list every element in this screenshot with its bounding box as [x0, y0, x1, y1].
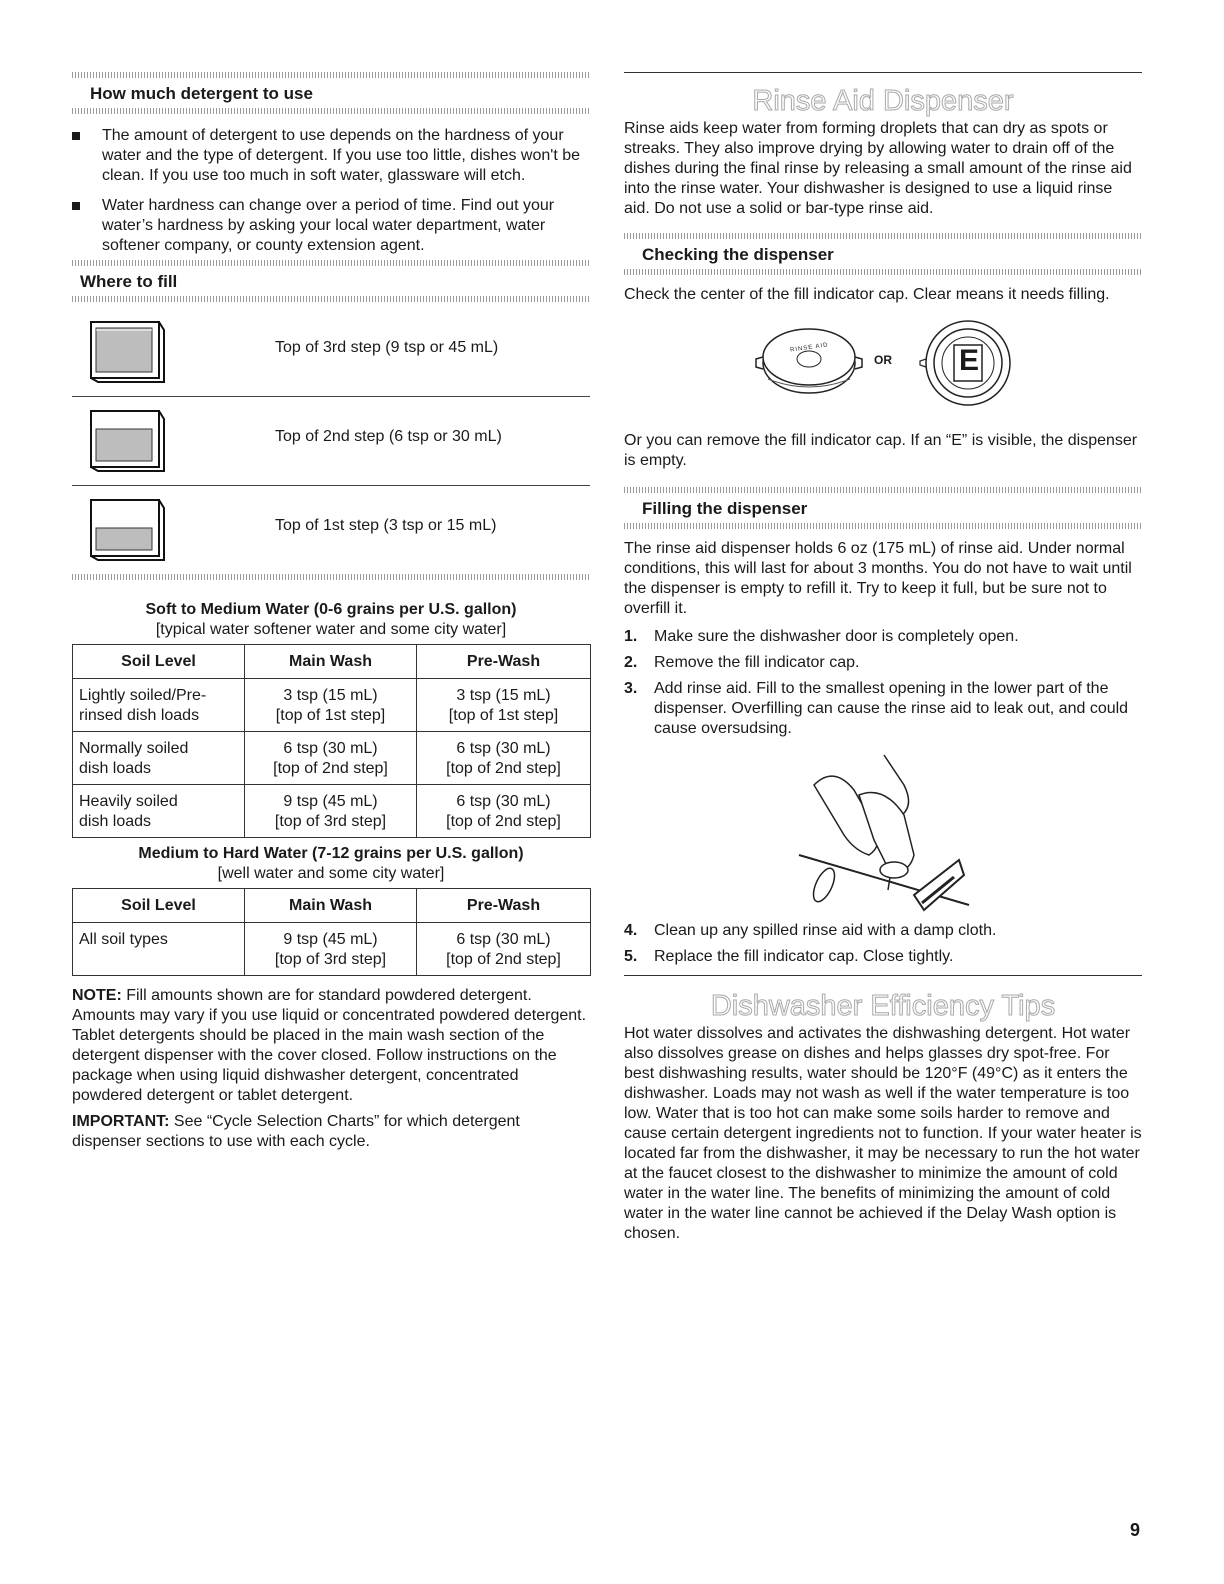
- efficiency-text: Hot water dissolves and activates the dishwashing detergent. Hot water also dissolves grease on dishes and helps glasses dry spot-free. For best dishwashing results, water should be 120°F (49°C) as it enters the dishwasher. Loads may not wash as well if the water temperature is too low. Water that is too hot can make some soils harder to remove and cause certain detergent ingredients not to function. If your water heater is located far from the dishwasher, it may be necessary to run the hot water at the faucet closest to the dishwasher to minimize the amount of cold water in the water line. The benefits of minimizing the amount of cold water in the water line cannot be achieved if the Delay Wash option is chosen.: [624, 1025, 1142, 1242]
- column-header: Soil Level: [73, 889, 245, 923]
- filling-steps-a: [624, 627, 1142, 739]
- table-cell: 9 tsp (45 mL) [top of 3rd step]: [245, 923, 417, 976]
- fill-row-1st-step: [72, 486, 590, 574]
- soft-water-subtitle: [typical water softener water and some city water]: [155, 621, 507, 638]
- checking-heading: Checking the dispenser: [642, 245, 834, 264]
- dispenser-cup-1st-step-icon: [88, 498, 166, 562]
- table-cell: Normally soiled dish loads: [73, 732, 245, 785]
- fill-row-3rd-step: [72, 308, 590, 397]
- filling-steps-b: [624, 921, 1142, 967]
- checking-text-2: Or you can remove the fill indicator cap. If an “E” is visible, the dispenser is empty.: [624, 432, 1138, 469]
- fill-level-text: Top of 3rd step (9 tsp or 45 mL): [275, 339, 499, 356]
- section-rule: [624, 72, 1142, 73]
- hard-water-table-block: [72, 844, 590, 976]
- checking-text: Check the center of the fill indicator cap. Clear means it needs filling.: [624, 286, 1110, 303]
- table-row: [73, 785, 591, 838]
- filling-text: The rinse aid dispenser holds 6 oz (175 mL) of rinse aid. Under normal conditions, this will last for about 3 months. You do not have to wait until the dispenser is empty to refill it. Try to keep it full, but be sure not to overfill it.: [624, 540, 1132, 617]
- column-header: Pre-Wash: [417, 645, 591, 679]
- soft-water-table: [72, 644, 591, 838]
- rinse-aid-intro: Rinse aids keep water from forming droplets that can dry as spots or streaks. They also improve drying by allowing water to drain off of the dishes during the final rinse by releasing a small amount of the rinse aid into the rinse water. Your dishwasher is designed to use a liquid rinse aid. Do not use a solid or bar-type rinse aid.: [624, 120, 1132, 217]
- table-cell: 6 tsp (30 mL) [top of 2nd step]: [417, 785, 591, 838]
- table-cell: Lightly soiled/Pre- rinsed dish loads: [73, 679, 245, 732]
- table-cell: 3 tsp (15 mL) [top of 1st step]: [417, 679, 591, 732]
- table-row: [73, 923, 591, 976]
- important-label: IMPORTANT:: [72, 1113, 170, 1130]
- step-item: 5. Replace the fill indicator cap. Close tightly.: [624, 948, 954, 965]
- section-divider: [624, 269, 1142, 275]
- bullet-square-icon: [72, 132, 80, 140]
- table-cell: 6 tsp (30 mL) [top of 2nd step]: [417, 732, 591, 785]
- page-number: 9: [1130, 1520, 1141, 1540]
- important-paragraph: [72, 1112, 590, 1152]
- fill-row-2nd-step: [72, 397, 590, 486]
- fill-level-text: Top of 2nd step (6 tsp or 30 mL): [275, 428, 502, 445]
- indicator-cap-icon: [754, 315, 1024, 425]
- table-cell: 9 tsp (45 mL) [top of 3rd step]: [245, 785, 417, 838]
- fill-level-text: Top of 1st step (3 tsp or 15 mL): [275, 517, 497, 534]
- step-item: 3. Add rinse aid. Fill to the smallest opening in the lower part of the dispenser. Overfilling can cause the rinse aid to leak out, and could cause oversudsing.: [624, 680, 1129, 737]
- column-header: Main Wash: [245, 645, 417, 679]
- cap-or-label: OR: [874, 353, 892, 367]
- cap-e-label: E: [959, 344, 980, 377]
- column-header: Main Wash: [245, 889, 417, 923]
- hard-water-title: Medium to Hard Water (7-12 grains per U.S. gallon): [138, 845, 524, 862]
- rinse-aid-title: Rinse Aid Dispenser: [752, 85, 1014, 117]
- dispenser-cup-3rd-step-icon: [88, 320, 166, 384]
- indicator-cap-illustration: [624, 311, 1142, 431]
- note-text: Fill amounts shown are for standard powdered detergent. Amounts may vary if you use liquid or concentrated powdered detergent. Tablet detergents should be placed in the main wash section of the detergent dispenser with the cover closed. Follow instructions on the package when using liquid dishwasher detergent, concentrated powdered detergent or tablet detergent.: [72, 987, 587, 1104]
- bullet-square-icon: [72, 202, 80, 210]
- note-label: NOTE:: [72, 987, 122, 1004]
- step-item: 1. Make sure the dishwasher door is completely open.: [624, 628, 1019, 645]
- filling-illustration-icon: [794, 745, 974, 915]
- fill-levels: [72, 308, 590, 574]
- step-item: 2. Remove the fill indicator cap.: [624, 654, 860, 671]
- right-column: [624, 72, 1142, 1244]
- bullet-item: The amount of detergent to use depends on the hardness of your water and the type of detergent. If you use too little, dishes won't be clean. If you use too much in soft water, glassware will etch.: [72, 126, 590, 186]
- table-cell: 6 tsp (30 mL) [top of 2nd step]: [245, 732, 417, 785]
- step-item: 4. Clean up any spilled rinse aid with a damp cloth.: [624, 922, 997, 939]
- note-paragraph: [72, 986, 590, 1106]
- column-header: Soil Level: [73, 645, 245, 679]
- table-row: [73, 679, 591, 732]
- where-to-fill-heading: Where to fill: [80, 272, 178, 291]
- detergent-bullets: [72, 126, 590, 256]
- hard-water-subtitle: [well water and some city water]: [217, 865, 445, 882]
- table-cell: All soil types: [73, 923, 245, 976]
- section-divider: [72, 296, 590, 302]
- bullet-item: Water hardness can change over a period of time. Find out your water’s hardness by asking your local water department, water softener company, or county extension agent.: [72, 196, 590, 256]
- left-column: [72, 72, 590, 1152]
- column-header: Pre-Wash: [417, 889, 591, 923]
- detergent-heading: How much detergent to use: [90, 84, 313, 103]
- filling-heading: Filling the dispenser: [642, 499, 808, 518]
- dispenser-cup-2nd-step-icon: [88, 409, 166, 473]
- table-cell: 6 tsp (30 mL) [top of 2nd step]: [417, 923, 591, 976]
- hard-water-table: [72, 888, 591, 976]
- section-rule: [624, 975, 1142, 976]
- cap-rinse-aid-label: RINSE AID: [789, 342, 829, 354]
- section-divider: [72, 108, 590, 114]
- table-header-row: [73, 889, 591, 923]
- table-cell: 3 tsp (15 mL) [top of 1st step]: [245, 679, 417, 732]
- table-cell: Heavily soiled dish loads: [73, 785, 245, 838]
- important-text: See “Cycle Selection Charts” for which detergent dispenser sections to use with each cycle.: [72, 1113, 520, 1150]
- table-row: [73, 732, 591, 785]
- efficiency-title: Dishwasher Efficiency Tips: [710, 990, 1056, 1022]
- table-header-row: [73, 645, 591, 679]
- section-divider: [72, 574, 590, 580]
- soft-water-title: Soft to Medium Water (0-6 grains per U.S. gallon): [145, 601, 517, 618]
- section-divider: [624, 523, 1142, 529]
- soft-water-table-block: [72, 600, 590, 838]
